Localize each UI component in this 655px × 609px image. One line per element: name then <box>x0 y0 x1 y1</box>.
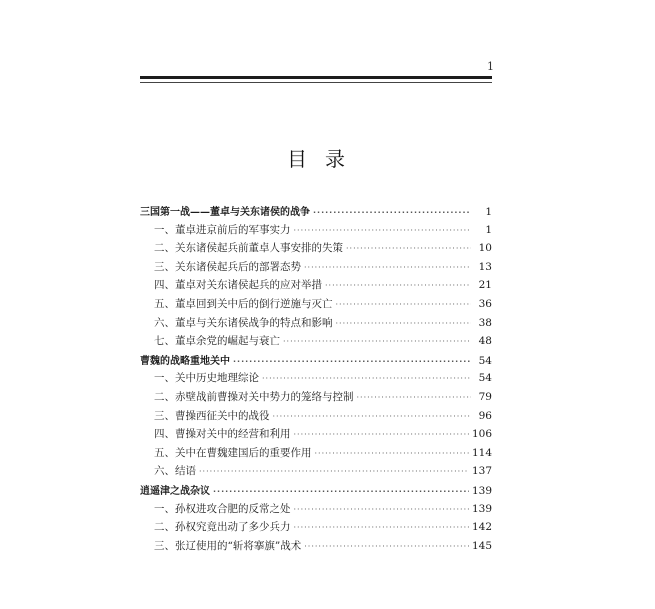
toc-section-entry[interactable] <box>140 240 492 259</box>
toc-entry-label: 四、曹操对关中的经营和利用 <box>154 428 291 441</box>
toc-entry-page-number: 114 <box>471 446 492 459</box>
toc-section-entry[interactable] <box>140 315 492 334</box>
toc-entry-label: 二、关东诸侯起兵前董卓人事安排的失策 <box>154 242 343 255</box>
toc-section-entry[interactable] <box>140 277 492 296</box>
header-rule-thick <box>140 76 492 79</box>
toc-entry-label: 三、张辽使用的“斩将搴旗”战术 <box>154 539 302 552</box>
toc-entry-label: 逍遥津之战杂议 <box>140 485 210 497</box>
toc-section-entry[interactable] <box>140 333 492 352</box>
toc-entry-page-number: 79 <box>478 390 492 403</box>
toc-leader-dots <box>315 449 469 458</box>
toc-entry-page-number: 142 <box>471 521 492 534</box>
toc-entry-page-number: 54 <box>478 372 492 385</box>
toc-leader-dots <box>233 357 471 366</box>
toc-entry-label: 一、孙权进攻合肥的反常之处 <box>154 502 291 515</box>
toc-section-entry[interactable] <box>140 445 492 464</box>
toc-leader-dots <box>262 374 471 383</box>
toc-chapter-entry[interactable] <box>140 352 492 371</box>
toc-entry-label: 六、结语 <box>154 465 196 478</box>
toc-leader-dots <box>325 281 471 290</box>
toc-section-entry[interactable] <box>140 389 492 408</box>
toc-entry-page-number: 106 <box>471 428 492 441</box>
toc-leader-dots <box>199 467 469 476</box>
toc-entry-page-number: 21 <box>478 279 492 292</box>
toc-entry-label: 一、关中历史地理综论 <box>154 372 259 385</box>
toc-entry-page-number: 1 <box>485 223 492 236</box>
toc-entry-label: 曹魏的战略重地关中 <box>140 355 230 367</box>
toc-entry-page-number: 10 <box>478 242 492 255</box>
toc-section-entry[interactable] <box>140 259 492 278</box>
toc-leader-dots <box>336 300 472 309</box>
toc-leader-dots <box>357 393 472 402</box>
toc-entry-label: 三国第一战——董卓与关东诸侯的战争 <box>140 207 310 218</box>
toc-entry-label: 二、赤壁战前曹操对关中势力的笼络与控制 <box>154 390 354 403</box>
toc-chapter-entry[interactable] <box>140 203 492 222</box>
toc-entry-label: 二、孙权究竟出动了多少兵力 <box>154 521 291 534</box>
header-rule-thin <box>140 82 492 83</box>
toc-leader-dots <box>294 523 469 532</box>
toc-leader-dots <box>346 244 471 253</box>
toc-leader-dots <box>313 208 471 217</box>
toc-entry-page-number: 48 <box>478 335 492 348</box>
toc-entry-label: 三、曹操西征关中的战役 <box>154 409 270 422</box>
toc-leader-dots <box>304 542 469 551</box>
toc-leader-dots <box>283 337 471 346</box>
toc-entry-label: 七、董卓余党的崛起与衰亡 <box>154 335 280 348</box>
toc-entry-label: 五、关中在曹魏建国后的重要作用 <box>154 446 312 459</box>
toc-entry-page-number: 1 <box>485 206 492 218</box>
table-of-contents <box>140 203 492 556</box>
toc-entry-page-number: 38 <box>478 316 492 329</box>
toc-section-entry[interactable] <box>140 370 492 389</box>
toc-entry-page-number: 137 <box>471 465 492 478</box>
toc-leader-dots <box>294 505 469 514</box>
toc-entry-label: 五、董卓回到关中后的倒行逆施与灭亡 <box>154 297 333 310</box>
toc-section-entry[interactable] <box>140 426 492 445</box>
toc-entry-page-number: 139 <box>471 484 492 497</box>
toc-entry-label: 一、董卓进京前后的军事实力 <box>154 223 291 236</box>
page-number: 1 <box>487 60 494 73</box>
toc-leader-dots <box>213 487 469 496</box>
toc-entry-page-number: 145 <box>471 539 492 552</box>
toc-section-entry[interactable] <box>140 519 492 538</box>
toc-section-entry[interactable] <box>140 538 492 557</box>
toc-title: 目录 <box>287 147 363 171</box>
toc-entry-page-number: 96 <box>478 409 492 422</box>
toc-entry-page-number: 54 <box>478 354 492 367</box>
toc-section-entry[interactable] <box>140 463 492 482</box>
toc-entry-label: 四、董卓对关东诸侯起兵的应对举措 <box>154 279 322 292</box>
toc-section-entry[interactable] <box>140 296 492 315</box>
toc-entry-page-number: 36 <box>478 297 492 310</box>
toc-section-entry[interactable] <box>140 222 492 241</box>
toc-leader-dots <box>273 412 472 421</box>
toc-chapter-entry[interactable] <box>140 482 492 501</box>
toc-leader-dots <box>294 226 472 235</box>
toc-leader-dots <box>304 263 471 272</box>
toc-section-entry[interactable] <box>140 501 492 520</box>
toc-leader-dots <box>336 319 472 328</box>
toc-entry-label: 六、董卓与关东诸侯战争的特点和影响 <box>154 316 333 329</box>
toc-entry-label: 三、关东诸侯起兵后的部署态势 <box>154 260 301 273</box>
toc-entry-page-number: 13 <box>478 260 492 273</box>
toc-leader-dots <box>294 430 469 439</box>
toc-entry-page-number: 139 <box>471 502 492 515</box>
toc-section-entry[interactable] <box>140 408 492 427</box>
